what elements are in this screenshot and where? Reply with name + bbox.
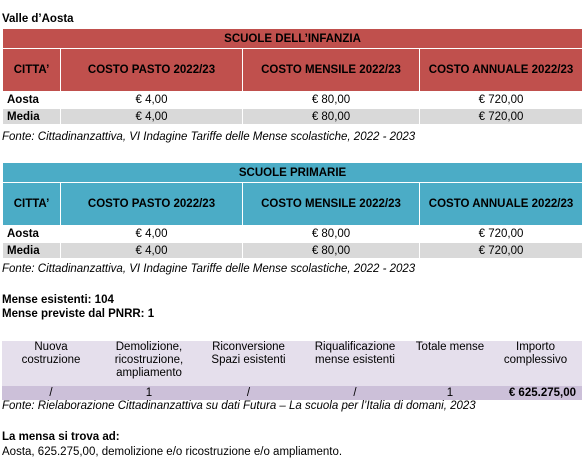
annual-cost: € 720,00 [420,109,583,125]
primarie-title: SCUOLE PRIMARIE [3,163,583,183]
monthly-cost: € 80,00 [243,243,420,259]
col-header-monthly-cost: COSTO MENSILE 2022/23 [243,183,420,226]
city-name: Aosta [3,226,61,243]
col-header-city: CITTA’ [3,49,61,92]
mense-previste: Mense previste dal PNRR: 1 [2,308,155,320]
value-riconversione: / [198,386,299,400]
annual-cost: € 720,00 [420,243,583,259]
col-header-meal-cost: COSTO PASTO 2022/23 [61,49,243,92]
city-name: Media [3,243,61,259]
city-name: Media [3,109,61,125]
col-header-totale-mense: Totale mense [411,341,489,386]
monthly-cost: € 80,00 [243,92,420,109]
value-demolizione: 1 [100,386,198,400]
table-row [3,109,583,125]
col-header-city: CITTA’ [3,183,61,226]
value-importo: € 625.275,00 [489,386,582,400]
monthly-cost: € 80,00 [243,109,420,125]
location-title: La mensa si trova ad: [2,431,120,443]
table-row [2,386,582,400]
col-header-nuova-costruzione: Nuova costruzione [2,341,100,386]
col-header-annual-cost: COSTO ANNUALE 2022/23 [420,183,583,226]
col-header-importo: Importo complessivo [489,341,582,386]
col-header-monthly-cost: COSTO MENSILE 2022/23 [243,49,420,92]
col-header-meal-cost: COSTO PASTO 2022/23 [61,183,243,226]
col-header-annual-cost: COSTO ANNUALE 2022/23 [420,49,583,92]
table-row [3,243,583,259]
meal-cost: € 4,00 [61,243,243,259]
annual-cost: € 720,00 [420,92,583,109]
infanzia-table [2,28,583,125]
col-header-riqualificazione: Riqualificazione mense esistenti [299,341,411,386]
city-name: Aosta [3,92,61,109]
value-riqualificazione: / [299,386,411,400]
pnrr-source: Fonte: Rielaborazione Cittadinanzattiva su dati Futura – La scuola per l’Italia di domani, 2023 [2,400,476,412]
meal-cost: € 4,00 [61,109,243,125]
table-row [3,226,583,243]
infanzia-source: Fonte: Cittadinanzattiva, VI Indagine Tariffe delle Mense scolastiche, 2022 - 2023 [2,131,416,143]
region-title: Valle d’Aosta [2,13,74,25]
annual-cost: € 720,00 [420,226,583,243]
meal-cost: € 4,00 [61,226,243,243]
col-header-riconversione: Riconversione Spazi esistenti [198,341,299,386]
location-text: Aosta, 625.275,00, demolizione e/o ricostruzione e/o ampliamento. [2,446,343,458]
primarie-source: Fonte: Cittadinanzattiva, VI Indagine Tariffe delle Mense scolastiche, 2022 - 2023 [2,263,416,275]
meal-cost: € 4,00 [61,92,243,109]
pnrr-table [2,341,582,400]
col-header-demolizione: Demolizione, ricostruzione, ampliamento [100,341,198,386]
mense-esistenti: Mense esistenti: 104 [2,294,114,306]
primarie-table [2,162,583,259]
infanzia-title: SCUOLE DELL’INFANZIA [3,29,583,49]
table-row [3,92,583,109]
monthly-cost: € 80,00 [243,226,420,243]
value-nuova-costruzione: / [2,386,100,400]
value-totale-mense: 1 [411,386,489,400]
